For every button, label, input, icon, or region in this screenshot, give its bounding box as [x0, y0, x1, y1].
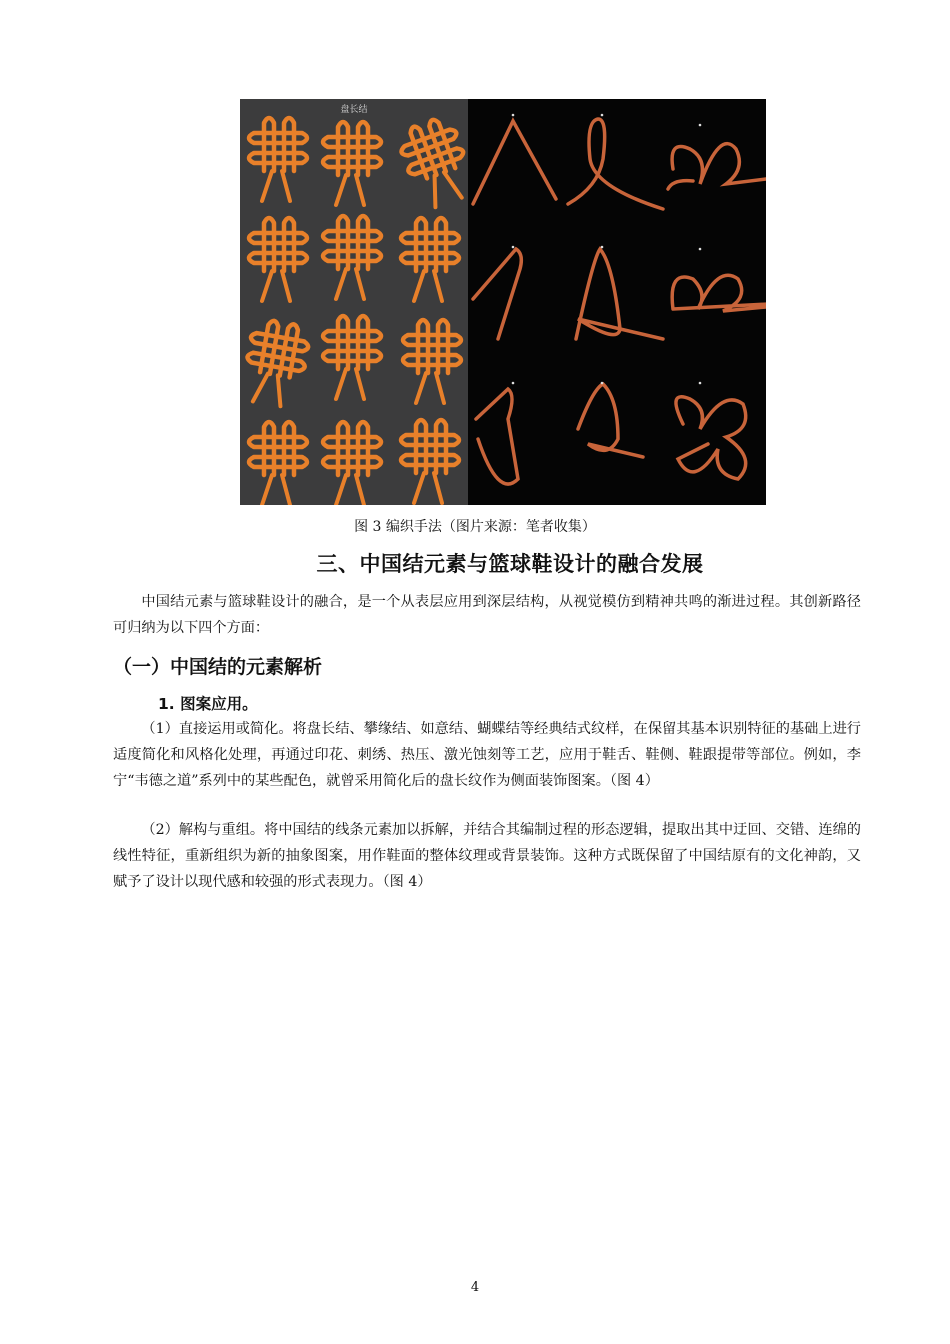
left-panel-title: 盘长结	[340, 105, 368, 115]
paragraph-1: （1）直接运用或简化。将盘长结、攀缘结、如意结、蝴蝶结等经典结式纹样，在保留其基本识别特征的基础上进行适度简化和风格化处理，再通过印花、刺绣、热压、激光蚀刻等工艺，应用于鞋舌、鞋侧、鞋跟提带等部位。例如，李宁“韦德之道”系列中的某些配色，就曾采用简化后的盘长纹作为侧面装饰图案。（图 4）	[113, 721, 861, 789]
knot-steps-photo-left	[240, 99, 468, 505]
page-number: 4	[470, 1280, 480, 1295]
figure-caption: 图 3 编织手法（图片来源：笔者收集）	[354, 519, 596, 535]
pan-chang-knot-steps-image	[240, 99, 468, 505]
intro-paragraph: 中国结元素与篮球鞋设计的融合，是一个从表层应用到深层结构，从视觉模仿到精神共鸣的渐进过程。其创新路径可归纳为以下四个方面：	[113, 594, 861, 636]
knot-steps-photo-right	[468, 99, 766, 505]
section-heading: 三、中国结元素与篮球鞋设计的融合发展	[316, 552, 704, 576]
figure-3	[240, 99, 766, 505]
butterfly-knot-steps-image	[468, 99, 766, 505]
item-heading: 1. 图案应用。	[158, 695, 258, 713]
paragraph-2: （2）解构与重组。将中国结的线条元素加以拆解，并结合其编制过程的形态逻辑，提取出其中迂回、交错、连绵的线性特征，重新组织为新的抽象图案，用作鞋面的整体纹理或背景装饰。这种方式既保留了中国结原有的文化神韵，又赋予了设计以现代感和较强的形式表现力。（图 4）	[113, 822, 861, 890]
subsection-heading: （一）中国结的元素解析	[113, 656, 323, 678]
